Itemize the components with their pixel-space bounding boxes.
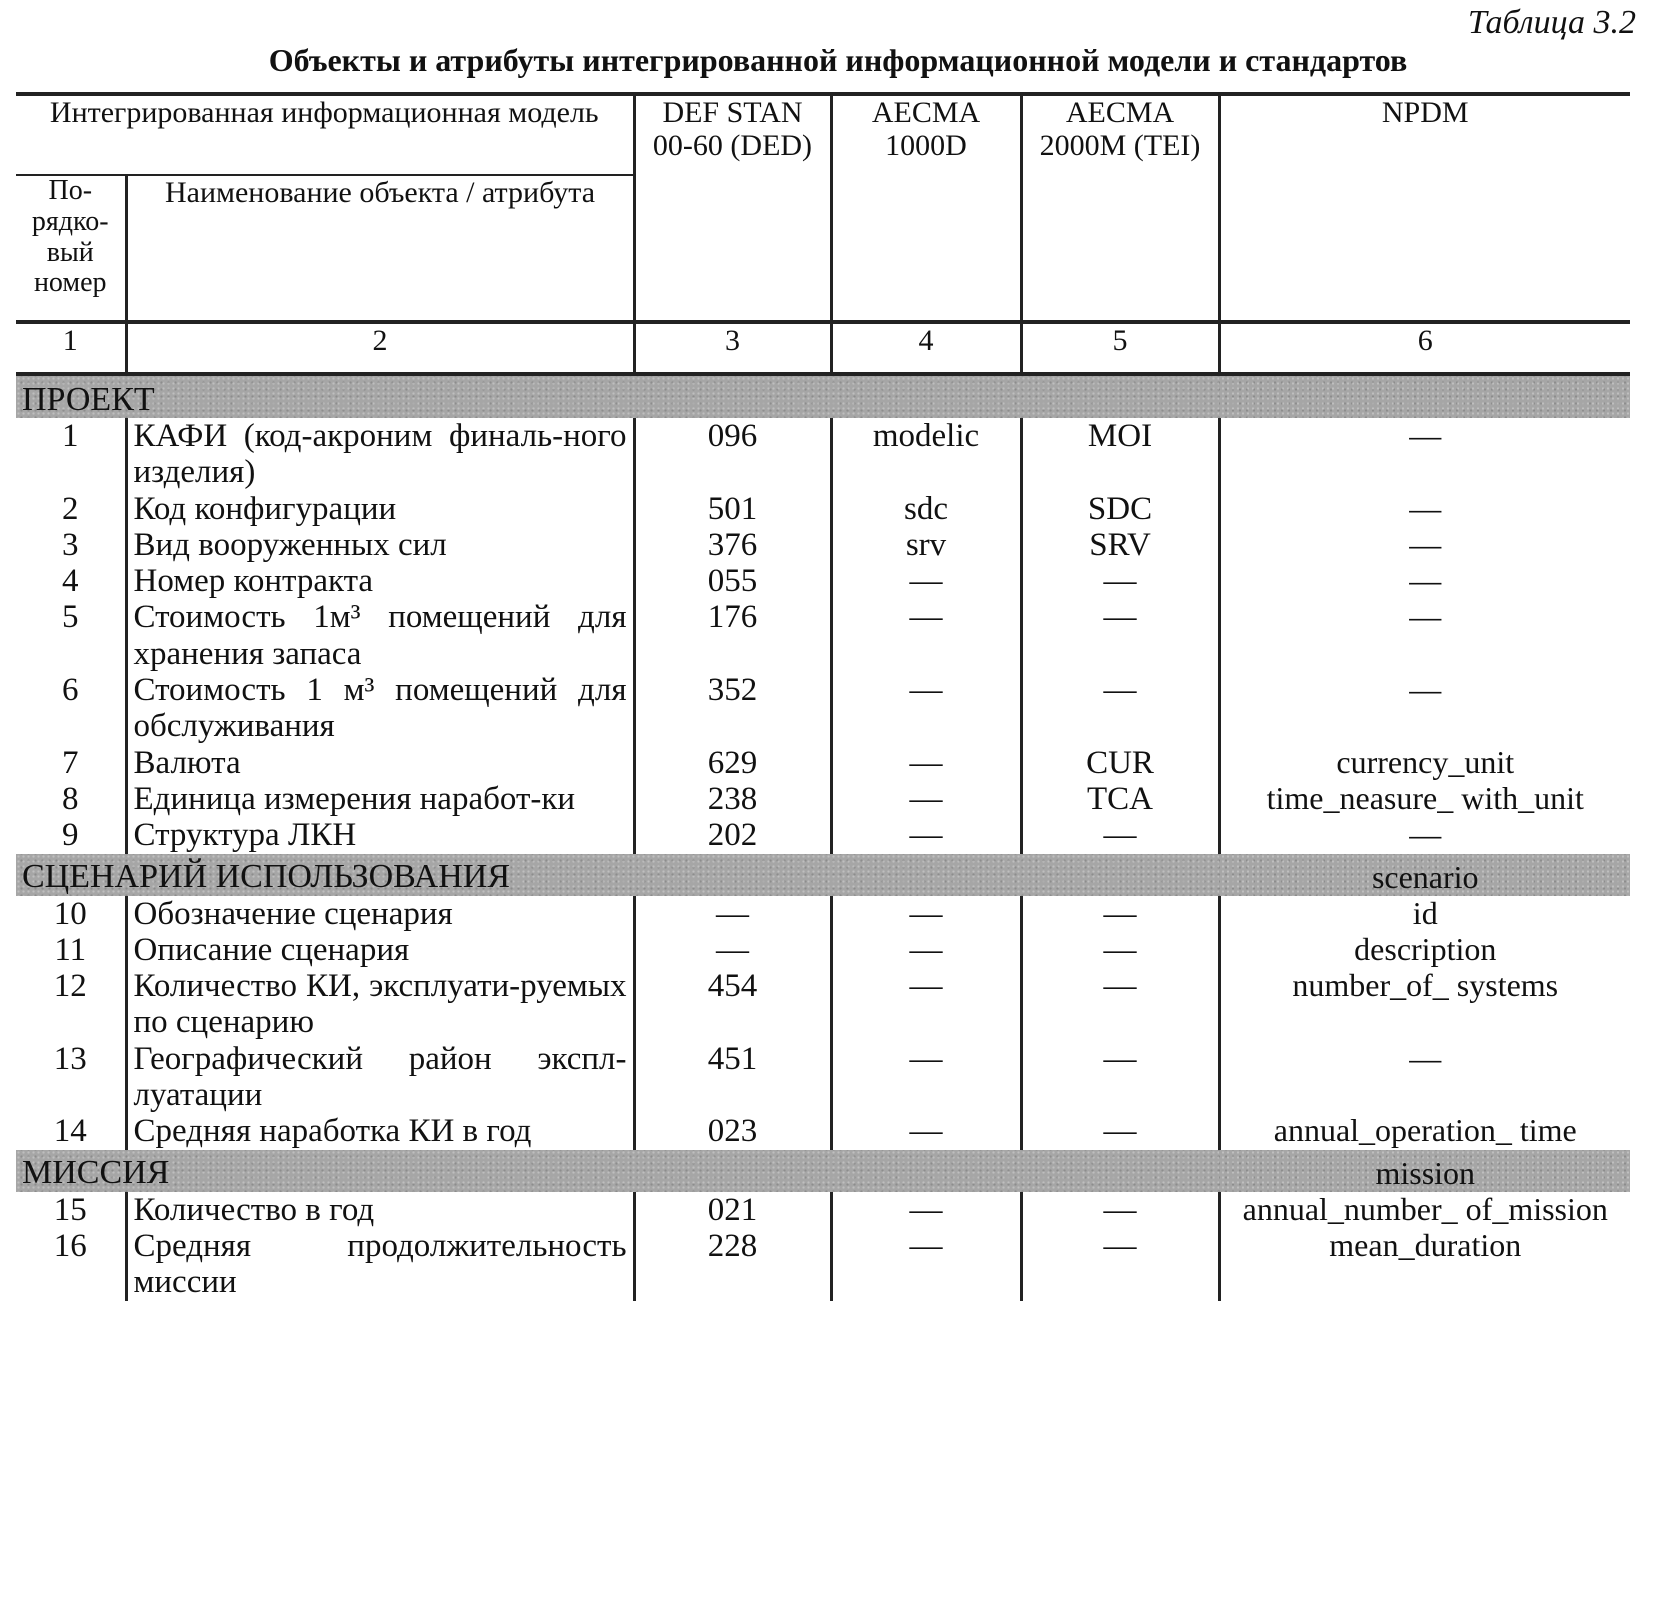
column-number: 4 [831, 322, 1021, 374]
row-number: 13 [16, 1041, 126, 1114]
column-number: 2 [126, 322, 634, 374]
aecma2000-code: TCA [1021, 781, 1219, 817]
table-row [16, 599, 1630, 672]
header-aecma1000: AECMA 1000D [831, 94, 1021, 322]
defstan-code: 055 [634, 563, 831, 599]
section-title: МИССИЯ [16, 1150, 1219, 1192]
npdm-attribute: — [1219, 527, 1630, 563]
aecma1000-code: — [831, 968, 1021, 1041]
npdm-attribute: mean_duration [1219, 1228, 1630, 1301]
object-name: Количество в год [126, 1192, 634, 1228]
object-name: Номер контракта [126, 563, 634, 599]
defstan-code: 096 [634, 418, 831, 491]
aecma2000-code: SRV [1021, 527, 1219, 563]
table-row [16, 968, 1630, 1041]
row-number: 16 [16, 1228, 126, 1301]
object-name: Единица измерения наработ-ки [126, 781, 634, 817]
table-row [16, 932, 1630, 968]
aecma1000-code: — [831, 563, 1021, 599]
header-object-name: Наименование объекта / атрибута [126, 175, 634, 322]
npdm-attribute: — [1219, 418, 1630, 491]
aecma1000-code: srv [831, 527, 1021, 563]
section-row [16, 374, 1630, 418]
npdm-attribute: description [1219, 932, 1630, 968]
table-row [16, 418, 1630, 491]
aecma1000-code: — [831, 745, 1021, 781]
object-name: Количество КИ, эксплуати-руемых по сценарию [126, 968, 634, 1041]
aecma2000-code: — [1021, 672, 1219, 745]
aecma2000-code: — [1021, 932, 1219, 968]
row-number: 2 [16, 491, 126, 527]
table-row [16, 527, 1630, 563]
section-title: ПРОЕКТ [16, 374, 1219, 418]
aecma1000-code: — [831, 672, 1021, 745]
npdm-attribute: — [1219, 491, 1630, 527]
table-row [16, 896, 1630, 932]
aecma1000-code: — [831, 932, 1021, 968]
section-row [16, 854, 1630, 896]
aecma1000-code: — [831, 1041, 1021, 1114]
npdm-attribute: annual_operation_ time [1219, 1113, 1630, 1149]
header-defstan: DEF STAN 00-60 (DED) [634, 94, 831, 322]
aecma2000-code: — [1021, 563, 1219, 599]
row-number: 1 [16, 418, 126, 491]
defstan-code: — [634, 896, 831, 932]
row-number: 3 [16, 527, 126, 563]
table-row [16, 1113, 1630, 1149]
table-row [16, 1228, 1630, 1301]
npdm-attribute: — [1219, 599, 1630, 672]
section-npdm-entity: scenario [1219, 854, 1630, 896]
column-number: 1 [16, 322, 126, 374]
row-number: 7 [16, 745, 126, 781]
aecma2000-code: SDC [1021, 491, 1219, 527]
aecma2000-code: — [1021, 1192, 1219, 1228]
row-number: 5 [16, 599, 126, 672]
defstan-code: 238 [634, 781, 831, 817]
aecma2000-code: — [1021, 1228, 1219, 1301]
object-name: Описание сценария [126, 932, 634, 968]
defstan-code: 202 [634, 817, 831, 853]
aecma1000-code: — [831, 817, 1021, 853]
aecma1000-code: — [831, 1113, 1021, 1149]
row-number: 11 [16, 932, 126, 968]
aecma2000-code: — [1021, 817, 1219, 853]
defstan-code: 454 [634, 968, 831, 1041]
header-aecma2000: AECMA 2000M (TEI) [1021, 94, 1219, 322]
section-row [16, 1150, 1630, 1192]
row-number: 4 [16, 563, 126, 599]
table-row [16, 1192, 1630, 1228]
header-group-model: Интегрированная информационная модель [16, 94, 634, 175]
npdm-attribute: — [1219, 817, 1630, 853]
defstan-code: 021 [634, 1192, 831, 1228]
table-row [16, 745, 1630, 781]
aecma1000-code: sdc [831, 491, 1021, 527]
section-npdm-entity [1219, 374, 1630, 418]
defstan-code: 023 [634, 1113, 831, 1149]
table-row [16, 563, 1630, 599]
object-name: Вид вооруженных сил [126, 527, 634, 563]
table-row [16, 672, 1630, 745]
defstan-code: 376 [634, 527, 831, 563]
column-number: 5 [1021, 322, 1219, 374]
npdm-attribute: time_neasure_ with_unit [1219, 781, 1630, 817]
row-number: 15 [16, 1192, 126, 1228]
object-name: Средняя продолжительность миссии [126, 1228, 634, 1301]
header-npdm: NPDM [1219, 94, 1630, 322]
table-row [16, 781, 1630, 817]
aecma2000-code: MOI [1021, 418, 1219, 491]
npdm-attribute: — [1219, 1041, 1630, 1114]
object-name: Стоимость 1м³ помещений для хранения запаса [126, 599, 634, 672]
column-number: 3 [634, 322, 831, 374]
row-number: 12 [16, 968, 126, 1041]
aecma1000-code: — [831, 781, 1021, 817]
defstan-code: 501 [634, 491, 831, 527]
npdm-attribute: number_of_ systems [1219, 968, 1630, 1041]
object-name: Средняя наработка КИ в год [126, 1113, 634, 1149]
defstan-code: 228 [634, 1228, 831, 1301]
table-row [16, 491, 1630, 527]
defstan-code: 451 [634, 1041, 831, 1114]
object-name: Валюта [126, 745, 634, 781]
table-header [16, 94, 1630, 374]
defstan-code: 352 [634, 672, 831, 745]
object-name: КАФИ (код-акроним финаль-ного изделия) [126, 418, 634, 491]
section-npdm-entity: mission [1219, 1150, 1630, 1192]
aecma2000-code: — [1021, 1041, 1219, 1114]
row-number: 14 [16, 1113, 126, 1149]
aecma1000-code: — [831, 896, 1021, 932]
npdm-attribute: annual_number_ of_mission [1219, 1192, 1630, 1228]
table-row [16, 817, 1630, 853]
npdm-attribute: — [1219, 672, 1630, 745]
aecma2000-code: — [1021, 968, 1219, 1041]
defstan-code: 176 [634, 599, 831, 672]
aecma1000-code: — [831, 599, 1021, 672]
row-number: 6 [16, 672, 126, 745]
aecma1000-code: — [831, 1228, 1021, 1301]
attributes-table [16, 92, 1630, 1301]
table-body [16, 374, 1630, 1301]
aecma2000-code: — [1021, 896, 1219, 932]
section-title: СЦЕНАРИЙ ИСПОЛЬЗОВАНИЯ [16, 854, 1219, 896]
aecma1000-code: — [831, 1192, 1021, 1228]
aecma2000-code: — [1021, 599, 1219, 672]
row-number: 10 [16, 896, 126, 932]
table-row [16, 1041, 1630, 1114]
column-number: 6 [1219, 322, 1630, 374]
aecma2000-code: CUR [1021, 745, 1219, 781]
aecma1000-code: modelic [831, 418, 1021, 491]
defstan-code: — [634, 932, 831, 968]
object-name: Структура ЛКН [126, 817, 634, 853]
defstan-code: 629 [634, 745, 831, 781]
row-number: 9 [16, 817, 126, 853]
header-row-number: По-рядко-вый номер [16, 175, 126, 322]
aecma2000-code: — [1021, 1113, 1219, 1149]
object-name: Обозначение сценария [126, 896, 634, 932]
npdm-attribute: currency_unit [1219, 745, 1630, 781]
npdm-attribute: — [1219, 563, 1630, 599]
table-caption: Таблица 3.2 [1467, 4, 1636, 41]
object-name: Стоимость 1 м³ помещений для обслуживания [126, 672, 634, 745]
object-name: Географический район экспл-луатации [126, 1041, 634, 1114]
npdm-attribute: id [1219, 896, 1630, 932]
object-name: Код конфигурации [126, 491, 634, 527]
table-title: Объекты и атрибуты интегрированной информационной модели и стандартов [268, 42, 1408, 78]
row-number: 8 [16, 781, 126, 817]
